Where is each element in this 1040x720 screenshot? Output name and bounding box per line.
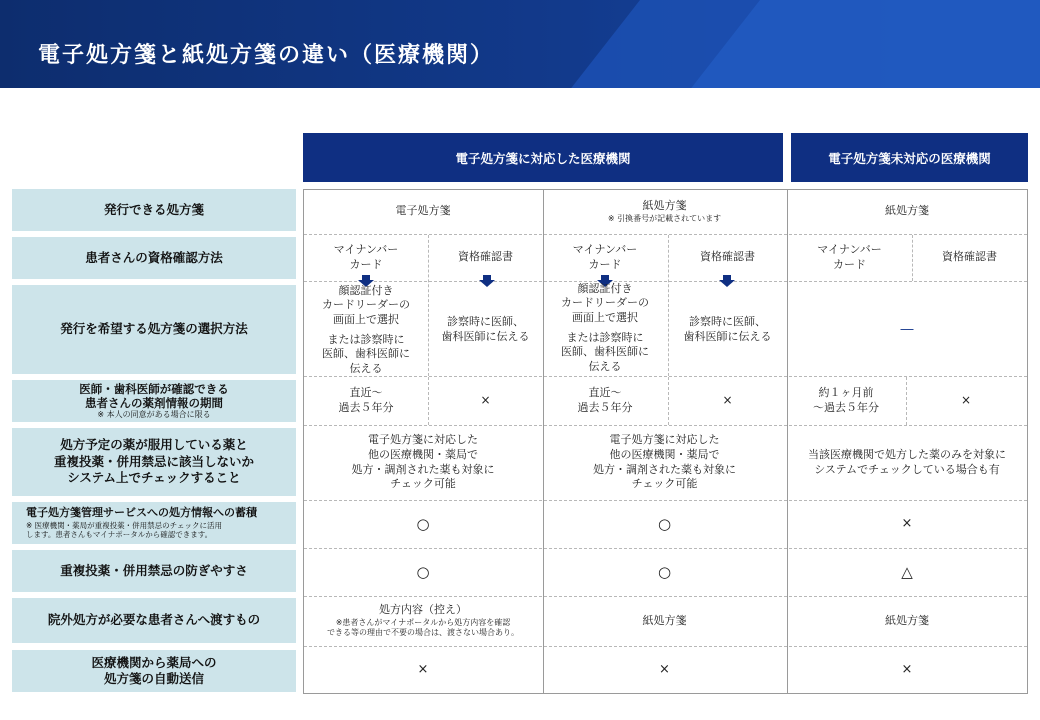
row-label-text: 医師・歯科医師が確認できる 患者さんの薬剤情報の期間 <box>79 381 229 410</box>
cell-r6-c: × <box>901 516 913 532</box>
row-label-text: 医療機関から薬局への 処方箋の自動送信 <box>91 654 217 686</box>
row-label-text: 電子処方箋管理サービスへの処方情報への蓄積 <box>26 506 257 520</box>
cell-text: 紙処方箋 <box>642 198 687 212</box>
row-label-note: ※ 医療機関・薬局が重複投薬・併用禁忌のチェックに活用 します。患者さんもマイナポータルから確認できます。 <box>26 520 222 540</box>
cell-text: または診察時に 医師、歯科医師に 伝える <box>561 331 649 373</box>
cell-r7-a: ○ <box>416 562 430 581</box>
row-label-system-check <box>12 428 296 496</box>
cell-r8-a <box>304 597 542 645</box>
header-supported: 電子処方箋に対応した医療機関 <box>303 133 783 182</box>
row-label-text: 処方予定の薬が服用している薬と 重複投薬・併用禁忌に該当しないか システム上でチェックすること <box>53 436 254 486</box>
row-label-accumulation <box>12 502 296 544</box>
cell-r9-a: × <box>417 662 429 678</box>
cell-r7-b: ○ <box>657 562 672 581</box>
row-label-prevention <box>12 550 296 592</box>
cell-note: ※ 引換番号が記載されています <box>607 213 722 223</box>
row-label-text: 院外処方が必要な患者さんへ渡すもの <box>47 612 261 628</box>
cell-text: 処方内容（控え） <box>379 603 467 617</box>
cell-r1-c: 紙処方箋 <box>885 204 929 218</box>
cell-r5-a: 電子処方箋に対応した 他の医療機関・薬局で 処方・調剤された薬も対象に チェック可能 <box>351 432 495 491</box>
cell-r4-b-cross: × <box>722 393 733 408</box>
cell-r3-b-face <box>543 282 667 374</box>
cell-r5-c: 当該医療機関で処方した薬のみを対象に システムでチェックしている場合も有 <box>808 447 1006 476</box>
cell-r4-c-period: 約１ヶ月前 ～過去５年分 <box>813 385 879 414</box>
cell-r5-b: 電子処方箋に対応した 他の医療機関・薬局で 処方・調剤された薬も対象に チェック可能 <box>593 432 736 491</box>
cell-r8-c: 紙処方箋 <box>885 613 929 627</box>
cell-r3-a-exam: 診察時に医師、 歯科医師に伝える <box>441 315 530 343</box>
cell-r8-b: 紙処方箋 <box>642 613 687 627</box>
cell-r7-c: △ <box>901 562 913 581</box>
cell-r4-b-recent: 直近～ 過去５年分 <box>577 385 633 414</box>
cell-r4-a-recent: 直近～ 過去５年分 <box>338 385 394 414</box>
cell-r2-a-mynumber: マイナンバー カード <box>333 242 399 271</box>
cell-text: 顔認証付き カードリーダーの 画面上で選択 <box>322 284 410 326</box>
cell-r2-a-certificate: 資格確認書 <box>458 250 513 264</box>
cell-r3-a-face <box>304 286 428 374</box>
cell-r9-c: × <box>901 662 913 678</box>
page-title: 電子処方箋と紙処方箋の違い（医療機関） <box>38 43 495 68</box>
cell-r6-b: ○ <box>657 514 672 533</box>
cell-r2-c-certificate: 資格確認書 <box>942 250 997 264</box>
cell-text: または診察時に 医師、歯科医師に 伝える <box>322 333 410 375</box>
cell-r3-b-exam: 診察時に医師、 歯科医師に伝える <box>683 315 772 343</box>
cell-text: 顔認証付き カードリーダーの 画面上で選択 <box>561 282 649 324</box>
row-label-prescription-type <box>12 189 296 231</box>
row-label-selection-method <box>12 285 296 374</box>
cell-r2-b-certificate: 資格確認書 <box>700 250 755 264</box>
cell-r2-c-mynumber: マイナンバー カード <box>817 242 882 271</box>
cell-r1-b <box>543 190 786 233</box>
row-label-text: 患者さんの資格確認方法 <box>85 249 223 265</box>
cell-r6-a: ○ <box>416 514 430 533</box>
cell-r9-b: × <box>659 662 670 678</box>
title-banner <box>0 0 1040 88</box>
row-label-text: 発行を希望する処方箋の選択方法 <box>60 321 248 337</box>
row-label-auto-send <box>12 650 296 692</box>
cell-r1-a: 電子処方箋 <box>395 204 451 218</box>
row-label-handover <box>12 598 296 643</box>
cell-r2-b-mynumber: マイナンバー カード <box>572 242 638 271</box>
row-label-text: 発行できる処方箋 <box>103 201 204 217</box>
row-label-text: 重複投薬・併用禁忌の防ぎやすさ <box>60 562 248 578</box>
cell-r4-a-cross: × <box>480 393 491 408</box>
row-label-note: ※ 本人の同意がある場合に限る <box>97 410 211 420</box>
row-label-drug-info-period <box>12 380 296 422</box>
cell-r4-c-cross: × <box>960 393 972 408</box>
row-label-qualification <box>12 237 296 279</box>
header-unsupported: 電子処方箋未対応の医療機関 <box>791 133 1028 182</box>
cell-r3-c: ― <box>900 322 914 338</box>
cell-note: ※患者さんがマイナポータルから処方内容を確認 できる等の理由で不要の場合は、渡さない場合あり。 <box>327 618 519 638</box>
